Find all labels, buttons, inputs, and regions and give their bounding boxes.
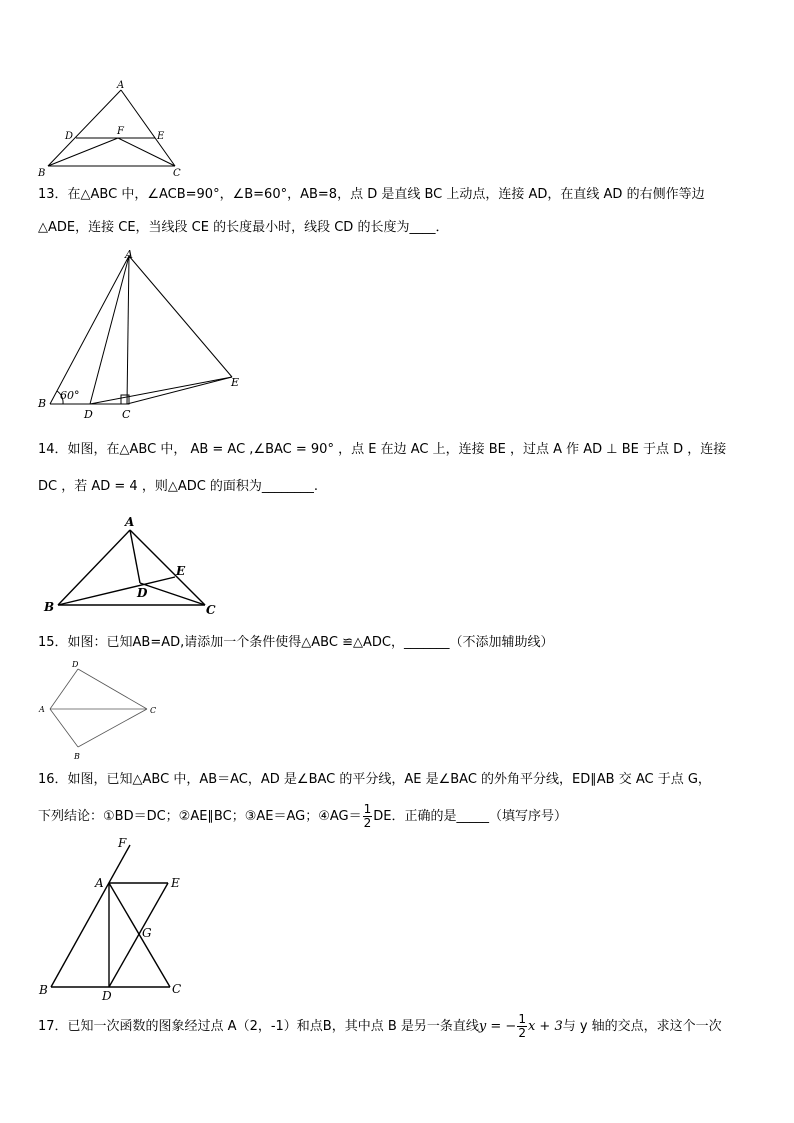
label-A: A <box>125 248 133 261</box>
label-E: E <box>171 876 180 890</box>
fraction-one-half <box>363 803 373 830</box>
q13-text-line2: △ADE，连接 CE，当线段 CE 的长度最小时，线段 CD 的长度为____． <box>38 220 449 235</box>
fraction-one-half <box>517 1013 527 1040</box>
label-D: D <box>102 989 112 1003</box>
q16-line2-pre: 下列结论：①BD＝DC；②AE∥BC；③AE＝AG；④AG＝ <box>38 809 362 824</box>
label-D: D <box>72 660 79 669</box>
q17-text-line1 <box>38 1013 722 1040</box>
label-C: C <box>206 603 216 617</box>
frac-denominator: 2 <box>518 1026 526 1040</box>
label-C: C <box>122 408 131 421</box>
frac-numerator: 1 <box>518 1012 526 1026</box>
label-D: D <box>137 586 148 600</box>
label-E: E <box>157 131 165 142</box>
label-C: C <box>150 706 157 715</box>
q16-text-line1: 16．如图，已知△ABC 中，AB＝AC，AD 是∠BAC 的平分线，AE 是∠BAC 的外角平分线，ED∥AB 交 AC 于点 G， <box>38 772 711 787</box>
q14-text-line1: 14．如图，在△ABC 中， AB = AC ,∠BAC = 90° ，点 E 在边 AC 上，连接 BE ，过点 A 作 AD ⊥ BE 于点 D ，连接 <box>38 442 727 457</box>
label-B: B <box>38 397 47 410</box>
label-A: A <box>117 80 125 91</box>
label-F: F <box>117 126 124 137</box>
q14-text-line2: DC ，若 AD = 4 ，则△ADC 的面积为________. <box>38 479 319 494</box>
q16-line2-post: DE．正确的是_____（填写序号） <box>373 809 567 824</box>
label-E: E <box>231 376 240 389</box>
q15-text-line1: 15．如图：已知AB=AD,请添加一个条件使得△ABC ≌△ADC，_______（不添加辅助线） <box>38 635 554 650</box>
frac-numerator: 1 <box>363 802 372 816</box>
label-C: C <box>173 168 181 179</box>
figure-q14 <box>36 510 226 620</box>
figure-q15 <box>34 656 164 766</box>
q17-line1-pre: 17．已知一次函数的图象经过点 A（2，-1）和点B，其中点 B 是另一条直线 <box>38 1019 479 1034</box>
label-E: E <box>176 564 186 578</box>
label-C: C <box>172 982 182 996</box>
label-angle-60: 60° <box>60 389 80 402</box>
figure-q16 <box>34 830 194 1005</box>
figure-q12 <box>30 74 200 180</box>
figure-q13 <box>30 244 250 424</box>
label-D: D <box>84 408 93 421</box>
q17-eq-pre: y = − <box>478 1019 517 1034</box>
label-B: B <box>38 168 46 179</box>
label-G: G <box>142 926 152 940</box>
q16-text-line2 <box>38 803 567 830</box>
label-F: F <box>118 836 127 850</box>
label-A: A <box>39 705 45 714</box>
q13-text-line1: 13．在△ABC 中，∠ACB=90°，∠B=60°，AB=8，点 D 是直线 BC 上动点，连接 AD，在直线 AD 的右侧作等边 <box>38 187 705 202</box>
q17-eq-post: x + 3 <box>527 1019 563 1034</box>
label-D: D <box>65 131 74 142</box>
frac-denominator: 2 <box>363 816 372 830</box>
label-A: A <box>95 876 104 890</box>
label-B: B <box>39 983 48 997</box>
q17-line1-post: 与 y 轴的交点，求这个一次 <box>562 1019 722 1034</box>
label-A: A <box>125 515 135 529</box>
label-B: B <box>74 752 80 761</box>
label-B: B <box>44 600 55 614</box>
